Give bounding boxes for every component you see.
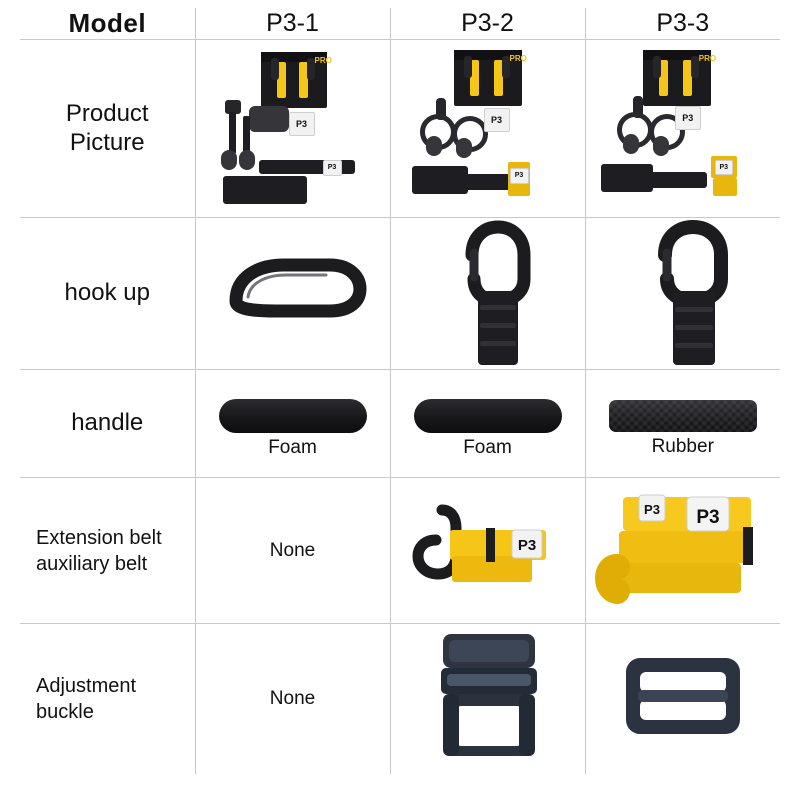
row-label-adjustment-buckle — [20, 624, 195, 774]
header-model-p3-3: P3-3 — [585, 8, 780, 40]
row-label-extension-belt — [20, 478, 195, 624]
row-label-product-picture-line2: Picture — [69, 128, 145, 156]
table-row-extension-belt — [20, 478, 780, 624]
slider-buckle-image — [608, 636, 758, 756]
row-label-adjustment-buckle-line1: Adjustment — [36, 674, 137, 697]
product-comparison-table — [20, 8, 780, 774]
cell-product-picture-p3-2 — [390, 40, 585, 218]
cell-handle-p3-1 — [195, 370, 390, 478]
row-label-extension-belt-line1: Extension belt — [36, 526, 162, 549]
cell-handle-p3-3 — [585, 370, 780, 478]
cell-adjustment-buckle-p3-2 — [390, 624, 585, 774]
svg-text:P3: P3 — [696, 507, 720, 528]
cell-extension-belt-p3-1 — [195, 478, 390, 624]
cell-hook-up-p3-2 — [390, 218, 585, 370]
carabiner-with-strap-icon — [428, 219, 548, 369]
cell-extension-belt-p3-3 — [585, 478, 780, 624]
handle-material-p3-2: Foam — [463, 436, 512, 458]
header-model-p3-1: P3-1 — [195, 8, 390, 40]
product-photo-p3-3: PRO P3 P3 — [593, 50, 773, 210]
yellow-extension-belt-long-image — [595, 483, 770, 613]
cam-lock-buckle-image — [413, 626, 563, 766]
table-row-product-picture — [20, 40, 780, 218]
cell-hook-up-p3-3 — [585, 218, 780, 370]
row-label-adjustment-buckle-line2: buckle — [36, 700, 94, 723]
rubber-handle-image — [609, 400, 757, 432]
row-label-handle — [20, 370, 195, 478]
cell-adjustment-buckle-p3-1 — [195, 624, 390, 774]
handle-material-p3-1: Foam — [268, 436, 317, 458]
product-photo-p3-2: PRO P3 P3 — [398, 50, 578, 210]
cell-hook-up-p3-1 — [195, 218, 390, 370]
cell-extension-belt-p3-2 — [390, 478, 585, 624]
cell-adjustment-buckle-p3-3 — [585, 624, 780, 774]
table-row-adjustment-buckle — [20, 624, 780, 774]
cell-product-picture-p3-1 — [195, 40, 390, 218]
carabiner-flat-icon — [218, 239, 368, 349]
product-photo-p3-1: PRO P3 P3 — [203, 50, 383, 210]
cell-product-picture-p3-3 — [585, 40, 780, 218]
svg-text:P3: P3 — [644, 502, 661, 517]
adjustment-buckle-none-p3-1: None — [269, 687, 316, 709]
cell-handle-p3-2 — [390, 370, 585, 478]
spec-comparison-sheet — [0, 8, 800, 808]
row-label-hook-up — [20, 218, 195, 370]
handle-material-p3-3: Rubber — [651, 436, 714, 457]
carabiner-with-strap-icon — [623, 219, 743, 369]
row-label-product-picture — [20, 40, 195, 218]
yellow-extension-belt-small-image — [400, 488, 575, 608]
row-label-handle-text: handle — [71, 409, 144, 437]
extension-belt-none-p3-1: None — [269, 539, 316, 561]
row-label-extension-belt-line2: auxiliary belt — [36, 552, 148, 575]
row-label-hook-up-text: hook up — [64, 279, 150, 307]
row-label-product-picture-line1: Product — [65, 99, 149, 127]
table-row-handle — [20, 370, 780, 478]
header-model-p3-2: P3-2 — [390, 8, 585, 40]
foam-handle-image — [414, 399, 562, 433]
foam-handle-image — [219, 399, 367, 433]
table-header-row — [20, 8, 780, 40]
svg-text:P3: P3 — [517, 537, 537, 554]
table-row-hook-up — [20, 218, 780, 370]
header-model-label: Model — [20, 8, 195, 40]
